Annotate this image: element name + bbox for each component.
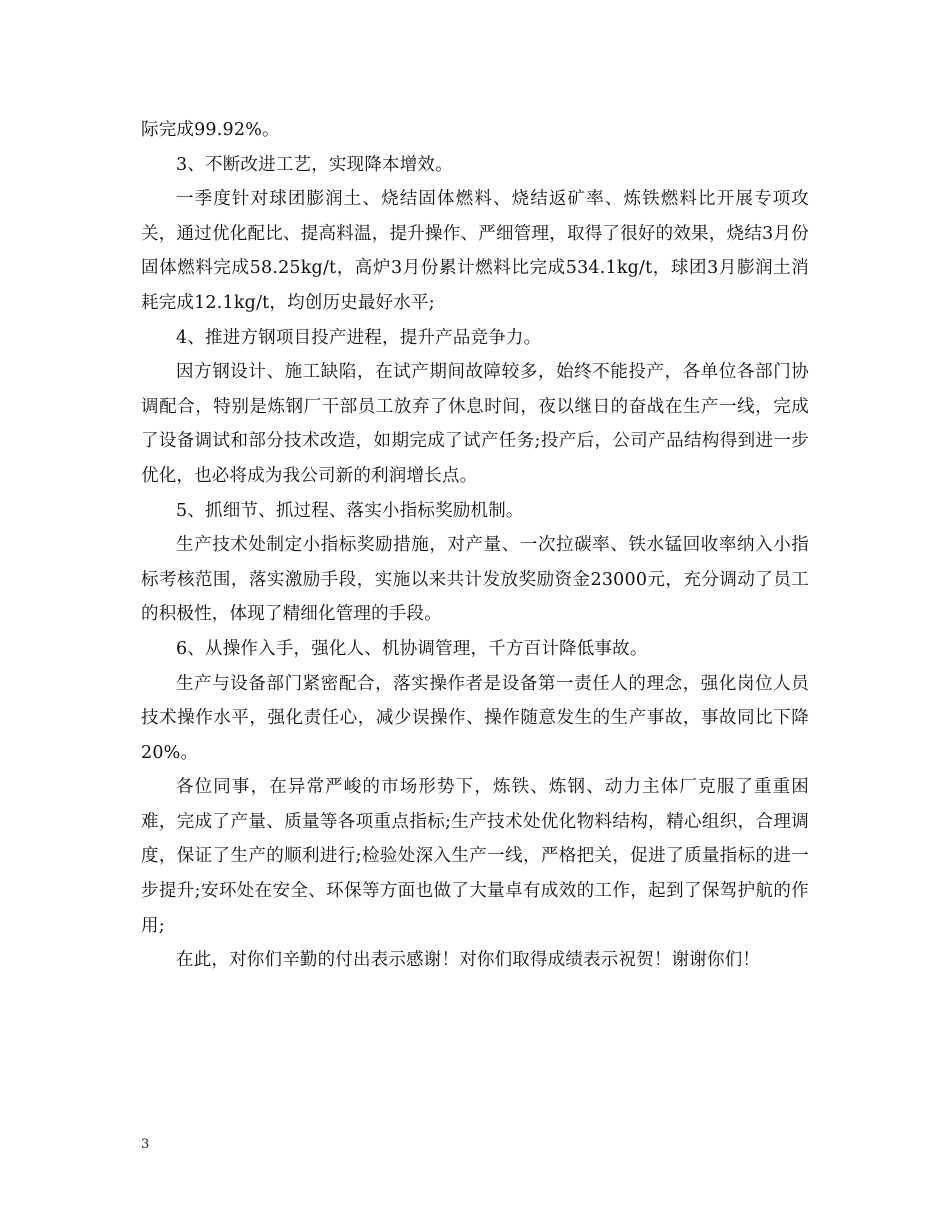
document-body: [141, 113, 809, 978]
section-heading-6: 6、从操作入手，强化人、机协调管理，千方百计降低事故。: [176, 638, 648, 659]
paragraph-accident-reduction: 生产与设备部门紧密配合，落实操作者是设备第一责任人的理念，强化岗位人员技术操作水平，强化责任心，减少误操作、操作随意发生的生产事故，事故同比下降20%。: [141, 673, 809, 763]
paragraph-closing-thanks: 在此，对你们辛勤的付出表示感谢！对你们取得成绩表示祝贺！谢谢你们！: [176, 950, 761, 971]
paragraph-colleagues-summary: 各位同事，在异常严峻的市场形势下，炼铁、炼钢、动力主体厂克服了重重困难，完成了产量、质量等各项重点指标;生产技术处优化物料结构，精心组织，合理调度，保证了生产的顺利进行;检验处深入生产一线，严格把关，促进了质量指标的进一步提升;安环处在安全、环保等方面也做了大量卓有成效的工作，起到了保驾护航的作用;: [141, 777, 809, 936]
section-heading-3: 3、不断改进工艺，实现降本增效。: [176, 154, 453, 175]
paragraph-continuation: 际完成99.92%。: [141, 120, 280, 140]
paragraph-process-improvement: 一季度针对球团膨润土、烧结固体燃料、烧结返矿率、炼铁燃料比开展专项攻关，通过优化配比、提高料温，提升操作、严细管理，取得了很好的效果，烧结3月份固体燃料完成58.25kg/t，高炉3月份累计燃料比完成534.1kg/t，球团3月膨润土消耗完成12.1kg/t，均创历史最好水平;: [141, 189, 809, 313]
paragraph-incentive-mechanism: 生产技术处制定小指标奖励措施，对产量、一次拉碳率、铁水锰回收率纳入小指标考核范围，落实激励手段，实施以来共计发放奖励资金23000元，充分调动了员工的积极性，体现了精细化管理的手段。: [141, 535, 809, 625]
page-number: 3: [141, 1137, 150, 1152]
section-heading-5: 5、抓细节、抓过程、落实小指标奖励机制。: [176, 500, 524, 521]
section-heading-4: 4、推进方钢项目投产进程，提升产品竞争力。: [176, 327, 542, 348]
paragraph-square-steel-project: 因方钢设计、施工缺陷，在试产期间故障较多，始终不能投产，各单位各部门协调配合，特别是炼钢厂干部员工放弃了休息时间，夜以继日的奋战在生产一线，完成了设备调试和部分技术改造，如期完成了试产任务;投产后，公司产品结构得到进一步优化，也必将成为我公司新的利润增长点。: [141, 362, 809, 486]
